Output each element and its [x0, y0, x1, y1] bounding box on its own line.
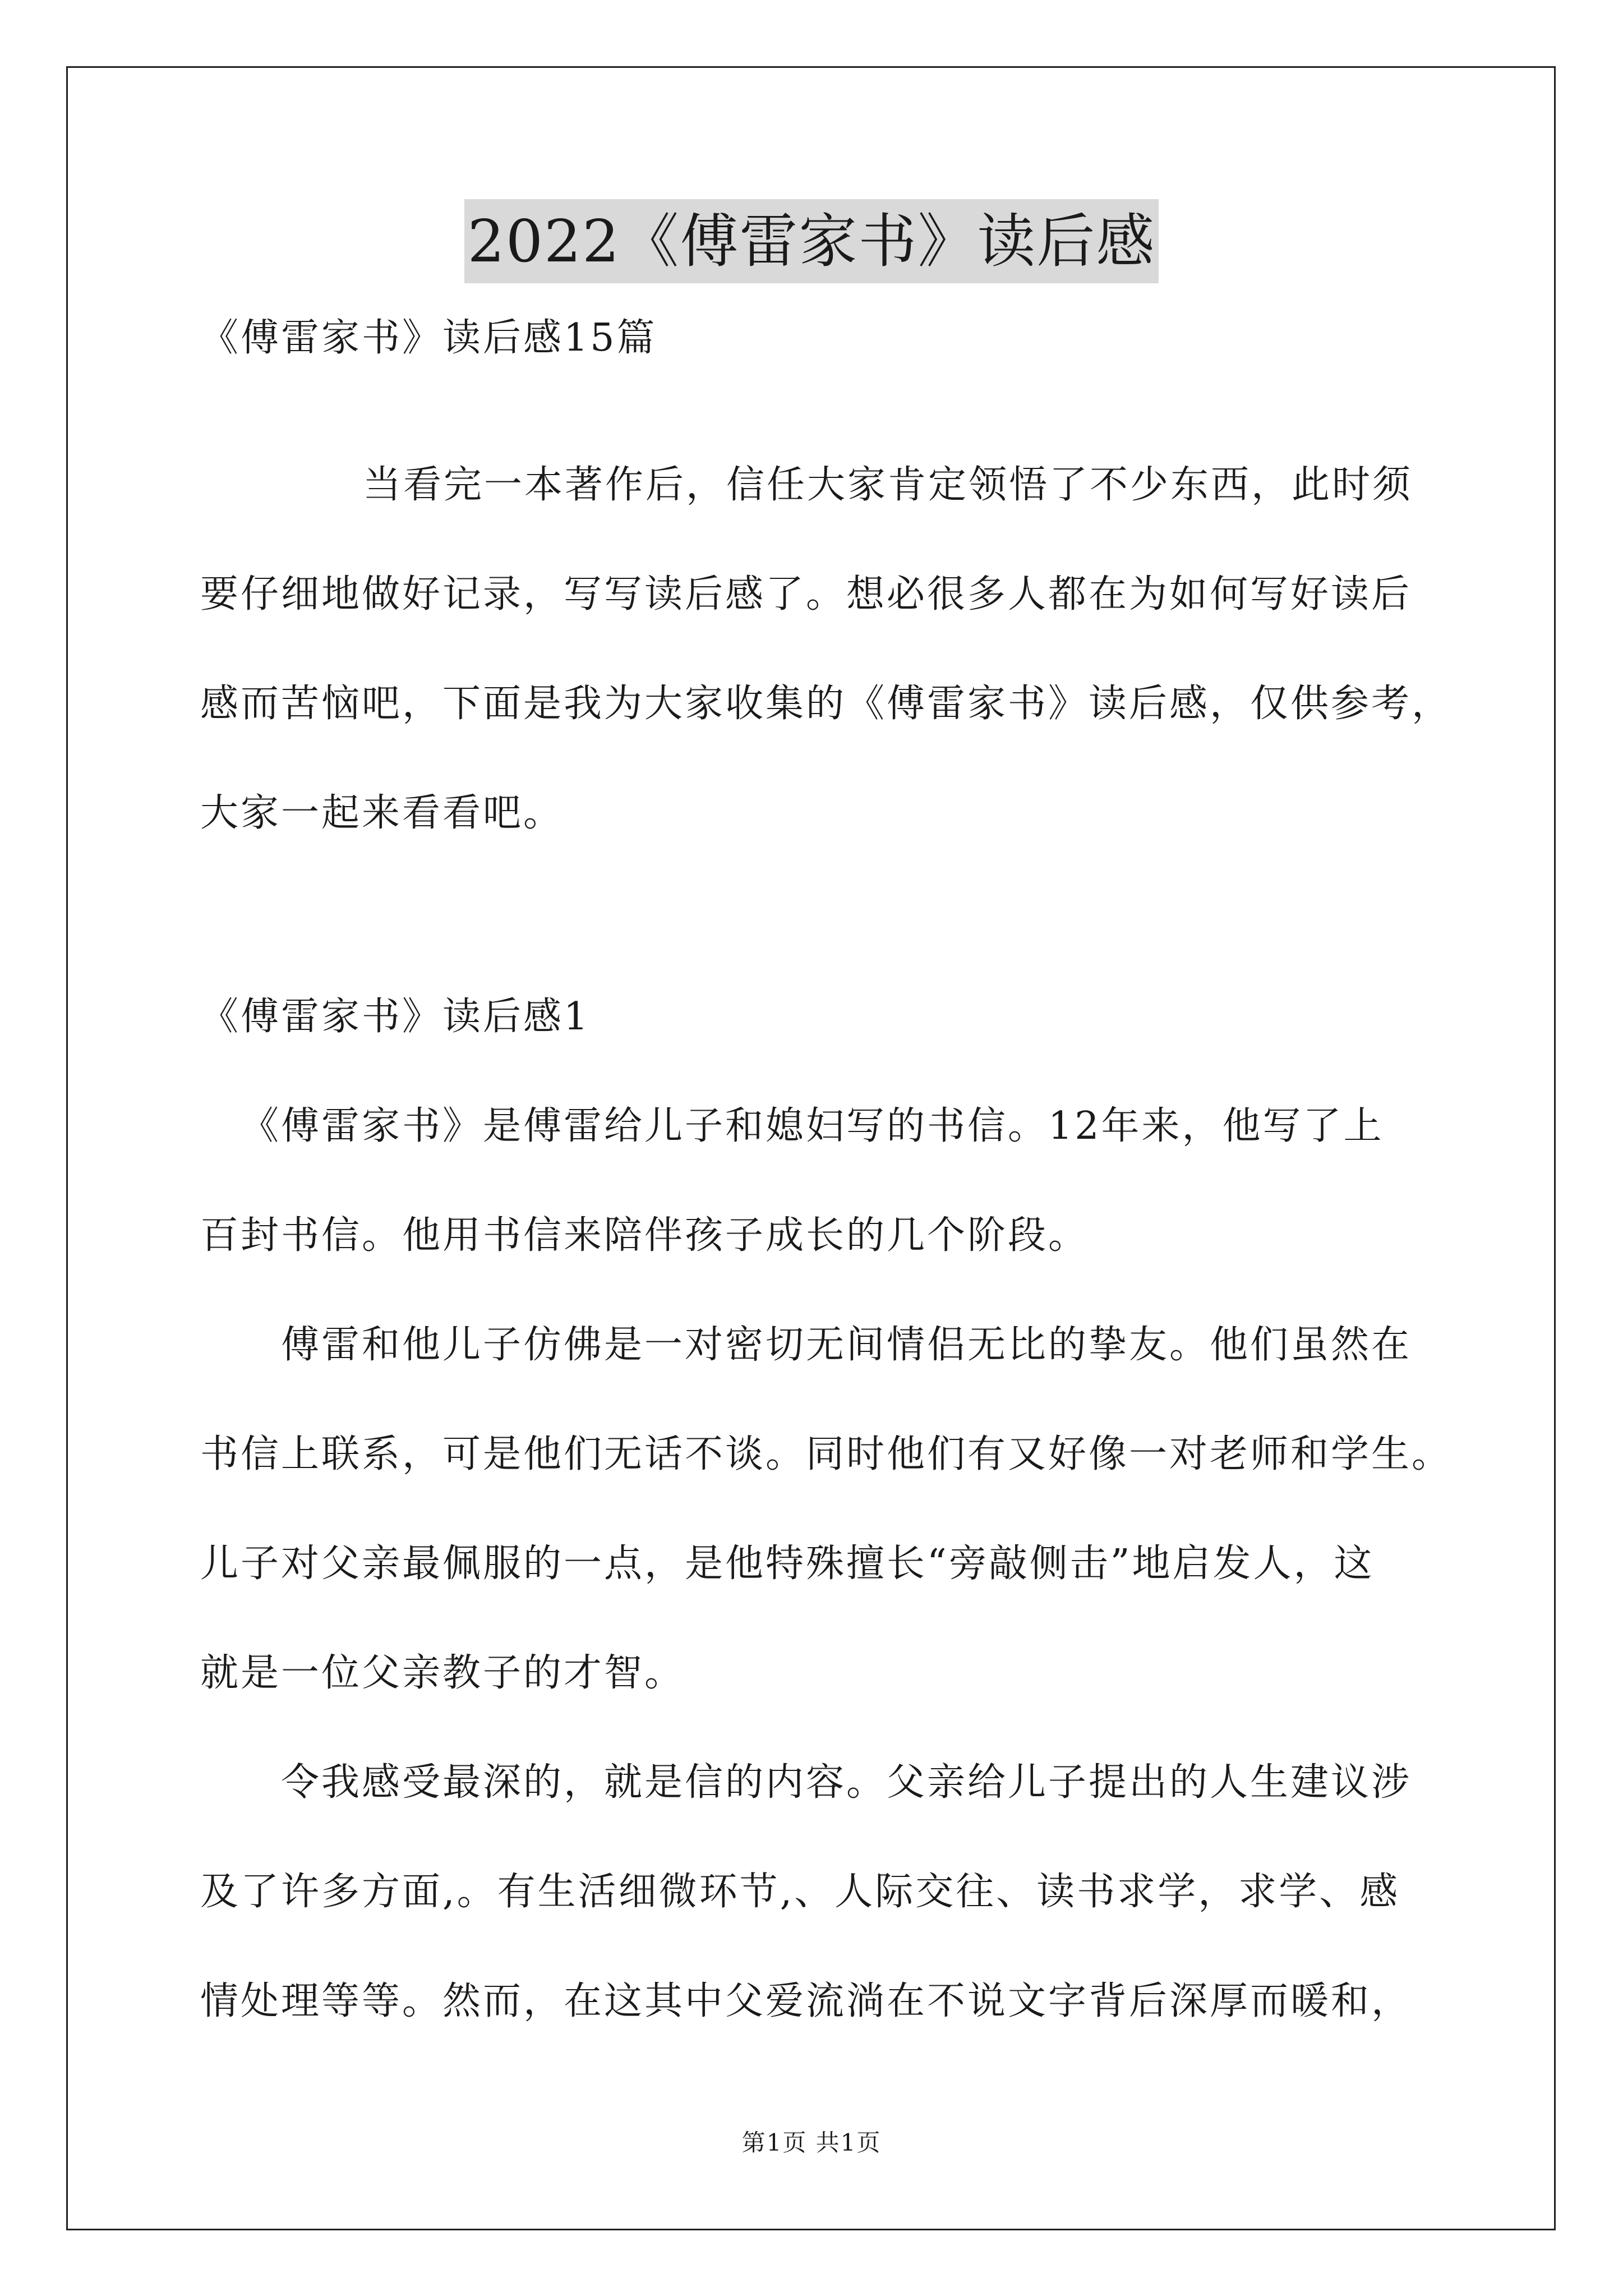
- intro-line: 感而苦恼吧，下面是我为大家收集的《傅雷家书》读后感，仅供参考，: [200, 682, 1453, 726]
- paragraph-line: 傅雷和他儿子仿佛是一对密切无间情侣无比的挚友。他们虽然在: [281, 1323, 1412, 1367]
- title-container: [0, 199, 1623, 283]
- intro-line: 要仔细地做好记录，写写读后感了。想必很多人都在为如何写好读后: [200, 572, 1412, 616]
- intro-line: 当看完一本著作后，信任大家肯定领悟了不少东西，此时须: [363, 463, 1413, 507]
- subtitle: 《傅雷家书》读后感15篇: [200, 316, 657, 360]
- document-title: 2022《傅雷家书》读后感: [464, 199, 1159, 283]
- intro-line: 大家一起来看看吧。: [200, 791, 564, 835]
- paragraph-line: 百封书信。他用书信来陪伴孩子成长的几个阶段。: [200, 1213, 1089, 1258]
- paragraph-line: 书信上联系，可是他们无话不谈。同时他们有又好像一对老师和学生。: [200, 1432, 1453, 1476]
- section-heading: 《傅雷家书》读后感1: [200, 995, 591, 1039]
- paragraph-line: 《傅雷家书》是傅雷给儿子和媳妇写的书信。12年来，他写了上: [241, 1104, 1384, 1148]
- paragraph-line: 及了许多方面,。有生活细微环节,、人际交往、读书求学，求学、感: [200, 1870, 1400, 1914]
- paragraph-line: 情处理等等。然而，在这其中父爱流淌在不说文字背后深厚而暖和，: [200, 1979, 1412, 2023]
- paragraph-line: 令我感受最深的，就是信的内容。父亲给儿子提出的人生建议涉: [281, 1760, 1412, 1805]
- paragraph-line: 就是一位父亲教子的才智。: [200, 1651, 685, 1695]
- paragraph-line: 儿子对父亲最佩服的一点，是他特殊擅长“旁敲侧击”地启发人，这: [200, 1542, 1375, 1586]
- page-footer: 第1页 共1页: [741, 2129, 882, 2156]
